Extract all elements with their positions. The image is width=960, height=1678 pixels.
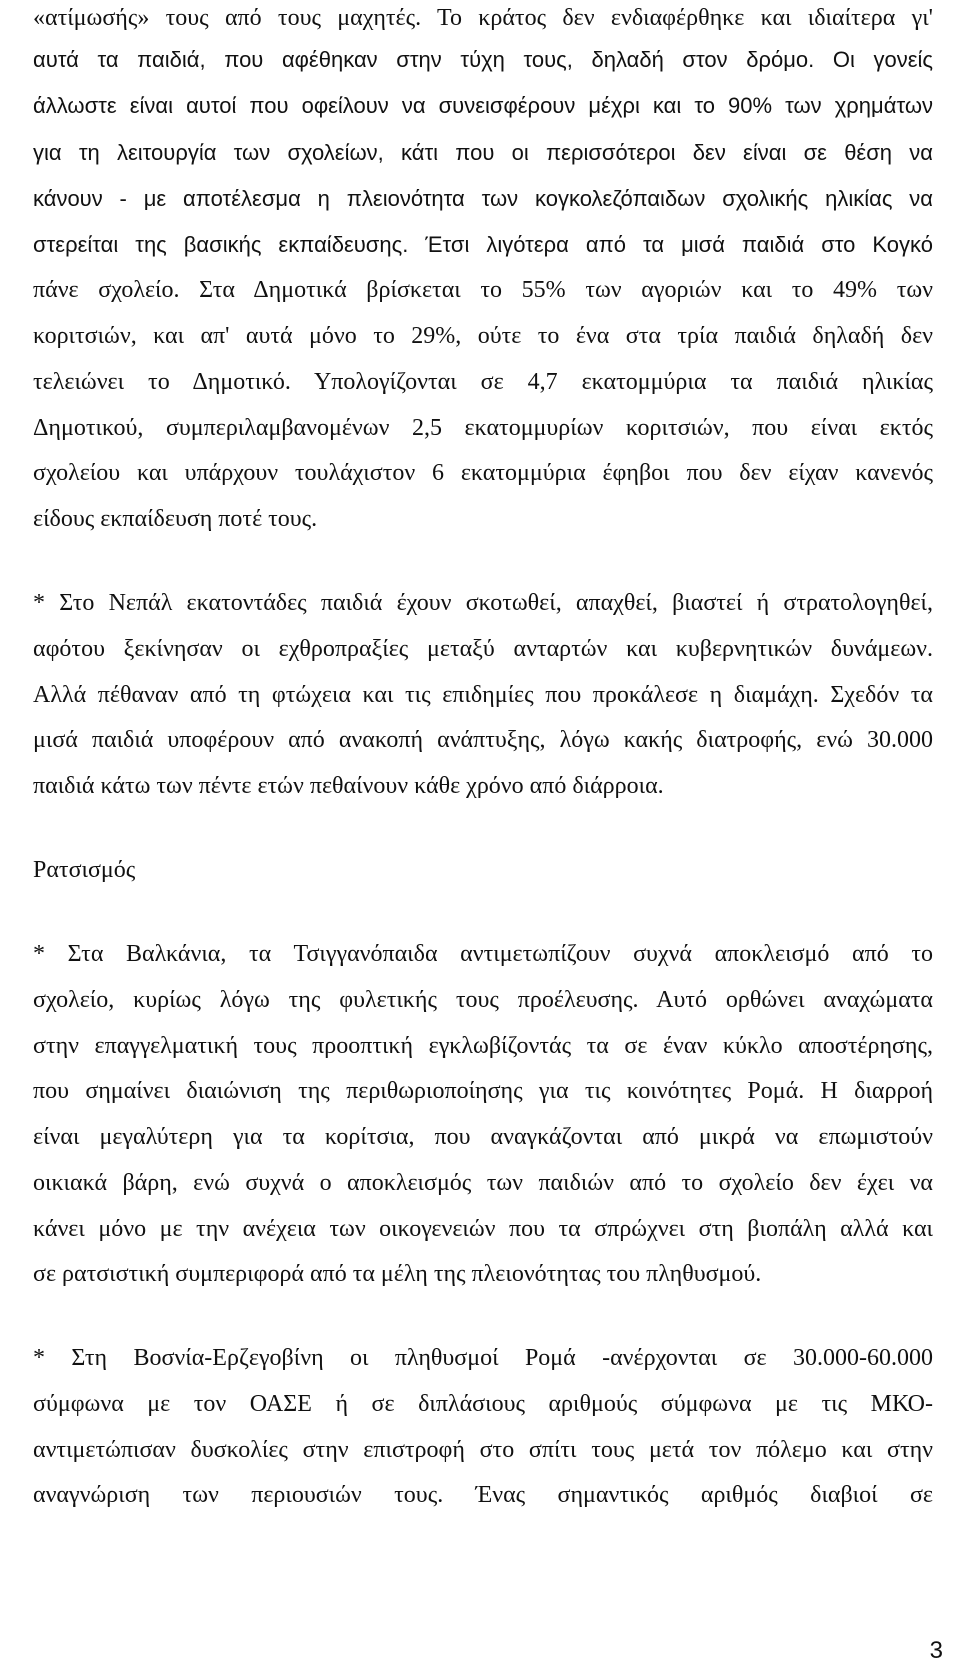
- page-number: 3: [929, 1637, 943, 1664]
- text-line: κοριτσιών, και απ' αυτά μόνο το 29%, ούτε το ένα στα τρία παιδιά δηλαδή δεν: [33, 323, 933, 349]
- text-line: άλλωστε είναι αυτοί που οφείλουν να συνεισφέρουν μέχρι και το 90% των χρημάτων: [33, 93, 933, 118]
- text-line: σε ρατσιστική συμπεριφορά από τα μέλη της πλειονότητας του πληθυσμού.: [33, 1261, 762, 1287]
- text-line: μισά παιδιά υποφέρουν από ανακοπή ανάπτυξης, λόγω κακής διατροφής, ενώ 30.000: [33, 727, 933, 753]
- document-page: [33, 0, 933, 1678]
- text-line: αφότου ξεκίνησαν οι εχθροπραξίες μεταξύ ανταρτών και κυβερνητικών δυνάμεων.: [33, 636, 933, 662]
- text-line: πάνε σχολείο. Στα Δημοτικά βρίσκεται το 55% των αγοριών και το 49% των: [33, 277, 933, 303]
- section-heading: Ρατσισμός: [33, 857, 136, 883]
- text-line: που σημαίνει διαιώνιση της περιθωριοποίησης για τις κοινότητες Ρομά. Η διαρροή: [33, 1078, 933, 1104]
- text-line: * Στη Βοσνία-Ερζεγοβίνη οι πληθυσμοί Ρομά -ανέρχονται σε 30.000-60.000: [33, 1345, 933, 1371]
- text-line: οικιακά βάρη, ενώ συχνά ο αποκλεισμός των παιδιών από το σχολείο δεν έχει να: [33, 1170, 933, 1196]
- text-line: τελειώνει το Δημοτικό. Υπολογίζονται σε 4,7 εκατομμύρια τα παιδιά ηλικίας: [33, 369, 933, 395]
- text-line: σύμφωνα με τον ΟΑΣΕ ή σε διπλάσιους αριθμούς σύμφωνα με τις ΜΚΟ-: [33, 1391, 933, 1417]
- text-line: σχολείου και υπάρχουν τουλάχιστον 6 εκατομμύρια έφηβοι που δεν είχαν κανενός: [33, 460, 933, 486]
- text-line: σχολείο, κυρίως λόγω της φυλετικής τους προέλευσης. Αυτό ορθώνει αναχώματα: [33, 987, 933, 1013]
- text-line: * Στο Νεπάλ εκατοντάδες παιδιά έχουν σκοτωθεί, απαχθεί, βιαστεί ή στρατολογηθεί,: [33, 590, 933, 616]
- text-line: Δημοτικού, συμπεριλαμβανομένων 2,5 εκατομμυρίων κοριτσιών, που είναι εκτός: [33, 415, 933, 441]
- text-line: αναγνώριση των περιουσιών τους. Ένας σημαντικός αριθμός διαβιοί σε: [33, 1482, 933, 1508]
- text-line: κάνει μόνο με την ανέχεια των οικογενειών που τα σπρώχνει στη βιοπάλη αλλά και: [33, 1216, 933, 1242]
- text-line: για τη λειτουργία των σχολείων, κάτι που οι περισσότεροι δεν είναι σε θέση να: [33, 140, 933, 165]
- text-line: είναι μεγαλύτερη για τα κορίτσια, που αναγκάζονται από μικρά να επωμιστούν: [33, 1124, 933, 1150]
- text-line: στην επαγγελματική τους προοπτική εγκλωβίζοντάς τα σε έναν κύκλο αποστέρησης,: [33, 1033, 933, 1059]
- text-line: αυτά τα παιδιά, που αφέθηκαν στην τύχη τους, δηλαδή στον δρόμο. Οι γονείς: [33, 47, 933, 72]
- text-line: Αλλά πέθαναν από τη φτώχεια και τις επιδημίες που προκάλεσε η διαμάχη. Σχεδόν τα: [33, 682, 933, 708]
- text-line: παιδιά κάτω των πέντε ετών πεθαίνουν κάθε χρόνο από διάρροια.: [33, 773, 664, 799]
- text-line: «ατίμωσής» τους από τους μαχητές. Το κράτος δεν ενδιαφέρθηκε και ιδιαίτερα γι': [33, 5, 933, 31]
- text-line: στερείται της βασικής εκπαίδευσης. Έτσι λιγότερα από τα μισά παιδιά στο Κογκό: [33, 232, 933, 257]
- text-line: αντιμετώπισαν δυσκολίες στην επιστροφή στο σπίτι τους μετά τον πόλεμο και στην: [33, 1437, 933, 1463]
- text-line: * Στα Βαλκάνια, τα Τσιγγανόπαιδα αντιμετωπίζουν συχνά αποκλεισμό από το: [33, 941, 933, 967]
- text-line: κάνουν - με αποτέλεσμα η πλειονότητα των κογκολεζόπαιδων σχολικής ηλικίας να: [33, 186, 933, 211]
- text-line: είδους εκπαίδευση ποτέ τους.: [33, 506, 318, 532]
